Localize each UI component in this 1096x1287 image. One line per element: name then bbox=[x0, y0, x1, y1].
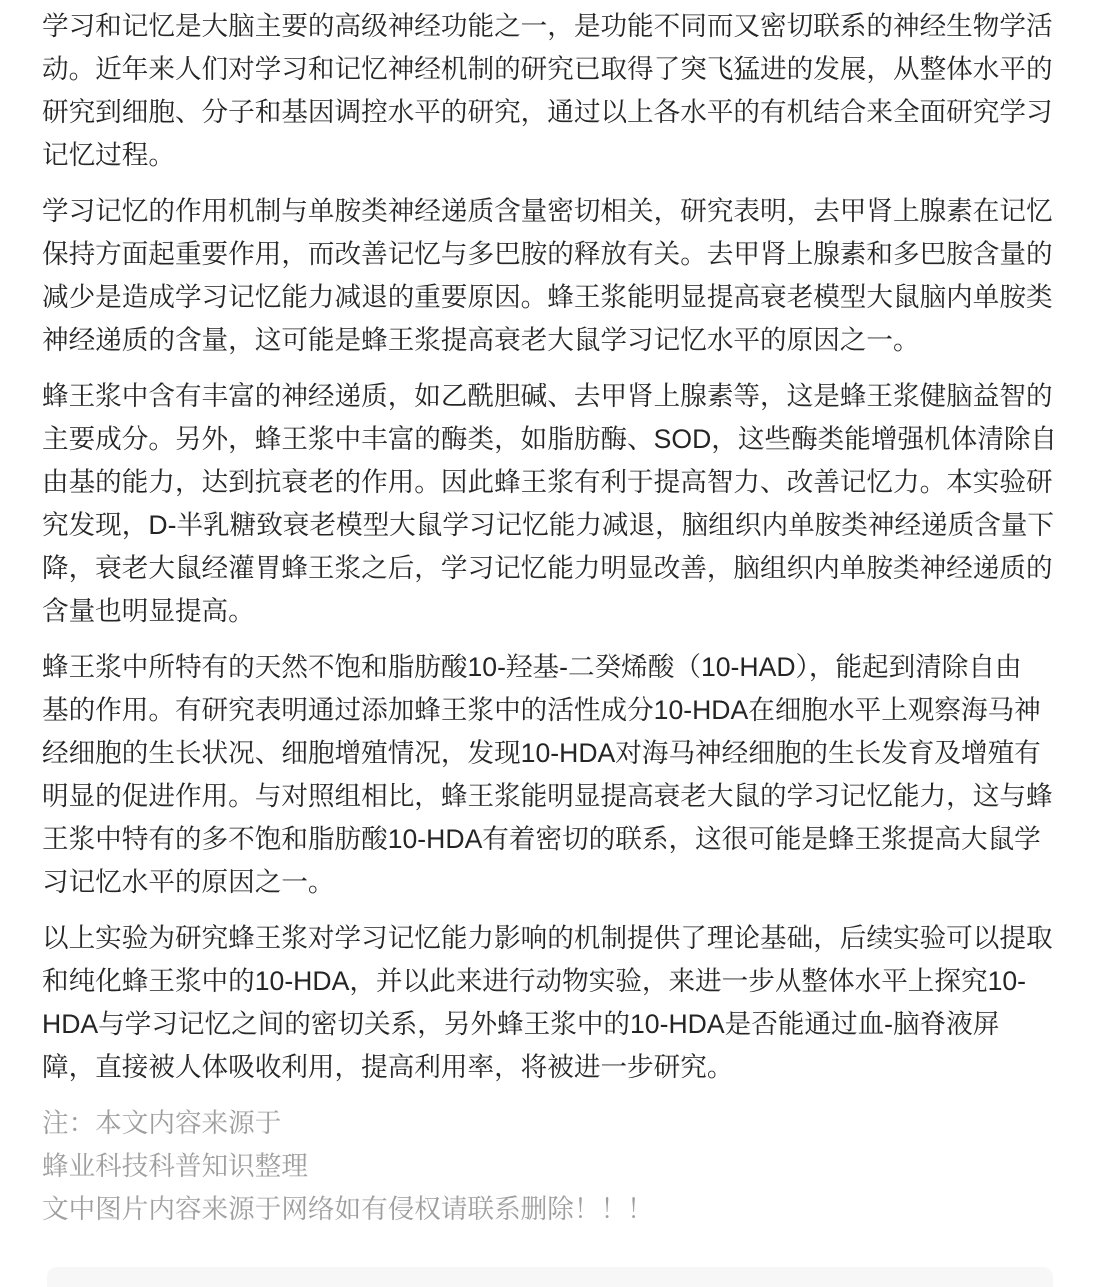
paragraph-1 bbox=[42, 5, 1054, 177]
text-line: 基的作用。有研究表明通过添加蜂王浆中的活性成分10-HDA在细胞水平上观察海马神 bbox=[42, 695, 1041, 725]
paragraph-3 bbox=[42, 375, 1058, 633]
text-line: 减少是造成学习记忆能力减退的重要原因。蜂王浆能明显提高衰老模型大鼠脑内单胺类 bbox=[42, 282, 1053, 312]
text-line: 学习和记忆是大脑主要的高级神经功能之一，是功能不同而又密切联系的神经生物学活 bbox=[42, 11, 1053, 41]
text-line: 蜂王浆中所特有的天然不饱和脂肪酸10-羟基-二癸烯酸（10-HAD），能起到清除自由 bbox=[42, 652, 1022, 682]
text-line: 蜂业科技科普知识整理 bbox=[42, 1151, 308, 1181]
next-section-card bbox=[47, 1267, 1053, 1287]
text-line: 障，直接被人体吸收利用，提高利用率，将被进一步研究。 bbox=[42, 1052, 734, 1082]
text-line: 神经递质的含量，这可能是蜂王浆提高衰老大鼠学习记忆水平的原因之一。 bbox=[42, 325, 920, 355]
text-line: 和纯化蜂王浆中的10-HDA，并以此来进行动物实验，来进一步从整体水平上探究10- bbox=[42, 966, 1027, 996]
paragraph-4 bbox=[42, 646, 1054, 904]
text-line: 习记忆水平的原因之一。 bbox=[42, 867, 335, 897]
paragraph-2 bbox=[42, 190, 1054, 362]
text-line: 保持方面起重要作用，而改善记忆与多巴胺的释放有关。去甲肾上腺素和多巴胺含量的 bbox=[42, 239, 1053, 269]
text-line: 动。近年来人们对学习和记忆神经机制的研究已取得了突飞猛进的发展，从整体水平的 bbox=[42, 54, 1053, 84]
text-line: 研究到细胞、分子和基因调控水平的研究，通过以上各水平的有机结合来全面研究学习 bbox=[42, 97, 1053, 127]
text-line: 经细胞的生长状况、细胞增殖情况，发现10-HDA对海马神经细胞的生长发育及增殖有 bbox=[42, 738, 1041, 768]
source-note bbox=[42, 1102, 1054, 1231]
text-line: 蜂王浆中含有丰富的神经递质，如乙酰胆碱、去甲肾上腺素等，这是蜂王浆健脑益智的 bbox=[42, 381, 1053, 411]
text-line: HDA与学习记忆之间的密切关系，另外蜂王浆中的10-HDA是否能通过血-脑脊液屏 bbox=[42, 1009, 1000, 1039]
text-line: 明显的促进作用。与对照组相比，蜂王浆能明显提高衰老大鼠的学习记忆能力，这与蜂 bbox=[42, 781, 1053, 811]
text-line: 由基的能力，达到抗衰老的作用。因此蜂王浆有利于提高智力、改善记忆力。本实验研 bbox=[42, 467, 1053, 497]
text-line: 注：本文内容来源于 bbox=[42, 1108, 282, 1138]
text-line: 以上实验为研究蜂王浆对学习记忆能力影响的机制提供了理论基础，后续实验可以提取 bbox=[42, 923, 1053, 953]
text-line: 降，衰老大鼠经灌胃蜂王浆之后，学习记忆能力明显改善，脑组织内单胺类神经递质的 bbox=[42, 553, 1053, 583]
text-line: 含量也明显提高。 bbox=[42, 596, 255, 626]
text-line: 主要成分。另外，蜂王浆中丰富的酶类，如脂肪酶、SOD，这些酶类能增强机体清除自 bbox=[42, 424, 1058, 454]
paragraph-5 bbox=[42, 917, 1054, 1089]
text-line: 究发现，D-半乳糖致衰老模型大鼠学习记忆能力减退，脑组织内单胺类神经递质含量下 bbox=[42, 510, 1055, 540]
text-line: 记忆过程。 bbox=[42, 140, 175, 170]
text-line: 王浆中特有的多不饱和脂肪酸10-HDA有着密切的联系，这很可能是蜂王浆提高大鼠学 bbox=[42, 824, 1041, 854]
text-line: 学习记忆的作用机制与单胺类神经递质含量密切相关，研究表明，去甲肾上腺素在记忆 bbox=[42, 196, 1053, 226]
text-line: 文中图片内容来源于网络如有侵权请联系删除！！！ bbox=[42, 1194, 654, 1224]
